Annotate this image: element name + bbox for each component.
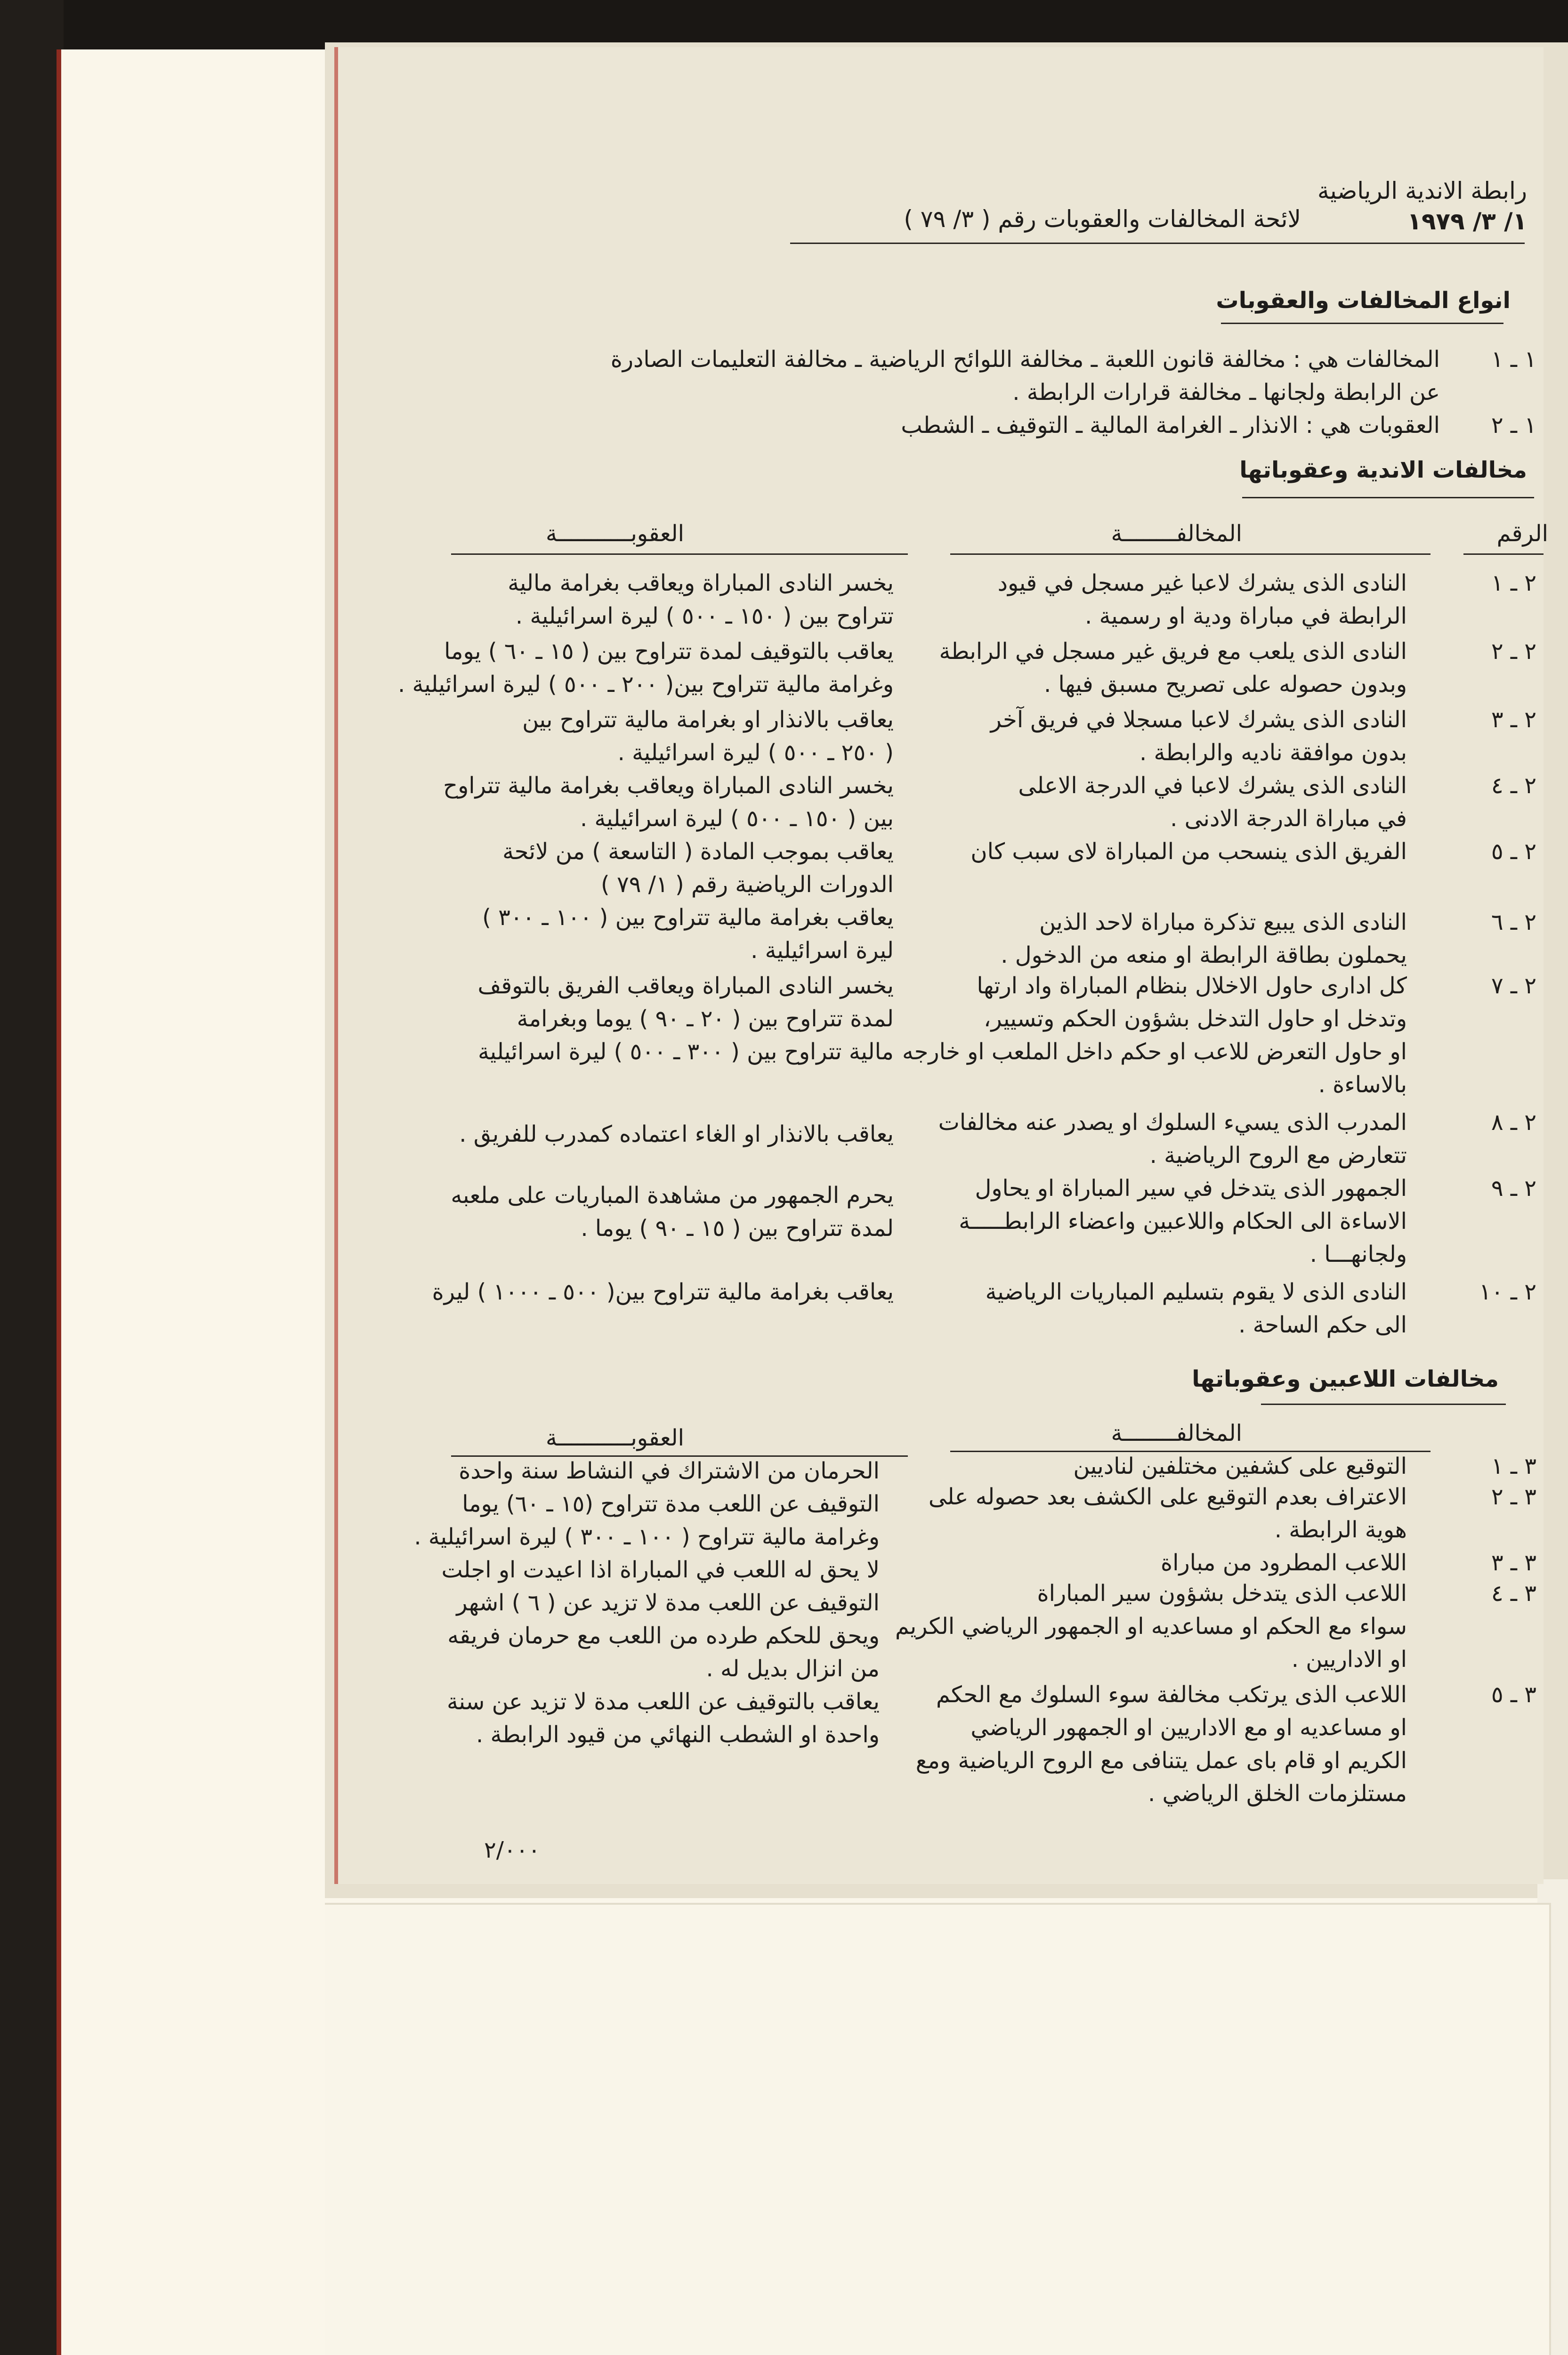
violation-line: النادى الذى يلعب مع فريق غير مسجل في الرابطة bbox=[939, 638, 1407, 665]
violation-line: التوقيع على كشفين مختلفين لناديين bbox=[1073, 1453, 1407, 1479]
penalty-line: يخسر النادى المباراة ويعاقب الفريق بالتوقف bbox=[477, 973, 894, 999]
violation-line: في مباراة الدرجة الادنى . bbox=[1170, 805, 1407, 832]
section2-title: مخالفات الاندية وعقوباتها bbox=[1239, 457, 1527, 483]
penalty-line: يعاقب بموجب المادة ( التاسعة ) من لائحة bbox=[502, 838, 894, 865]
col-header-violation-rule bbox=[950, 1451, 1431, 1452]
penalty-line: يعاقب بالانذار او بغرامة مالية تتراوح بين bbox=[522, 706, 894, 733]
table-row-number: ٢ ـ ٩ bbox=[1491, 1175, 1536, 1202]
violation-line: الجمهور الذى يتدخل في سير المباراة او يحاول bbox=[975, 1175, 1407, 1202]
table-row-number: ٢ ـ ٧ bbox=[1491, 973, 1536, 999]
section1-item-number: ١ ـ ٢ bbox=[1491, 412, 1536, 439]
violation-line: اللاعب المطرود من مباراة bbox=[1160, 1550, 1407, 1576]
violation-line: ولجانهـــا . bbox=[1309, 1241, 1407, 1267]
violation-line: تتعارض مع الروح الرياضية . bbox=[1149, 1142, 1407, 1169]
table-row-number: ٢ ـ ١٠ bbox=[1479, 1279, 1536, 1305]
penalty-line: يخسر النادى المباراة ويعاقب بغرامة مالية bbox=[508, 570, 894, 596]
header-rule bbox=[790, 243, 1525, 244]
table-row-number: ٢ ـ ٨ bbox=[1491, 1109, 1536, 1136]
penalty-line: يعاقب بالانذار او الغاء اعتماده كمدرب للفريق . bbox=[459, 1121, 894, 1147]
table-row-number: ٢ ـ ٤ bbox=[1491, 772, 1536, 799]
violation-line: وتدخل او حاول التدخل بشؤون الحكم وتسيير، bbox=[984, 1006, 1407, 1032]
penalty-line: ويحق للحكم طرده من اللعب مع حرمان فريقه bbox=[447, 1623, 880, 1649]
violation-line: يحملون بطاقة الرابطة او منعه من الدخول . bbox=[1001, 942, 1407, 968]
blank-lower-sheet bbox=[325, 1903, 1551, 2355]
violation-line: بالاساءة . bbox=[1318, 1072, 1407, 1098]
penalty-line: يعاقب بغرامة مالية تتراوح بين( ٥٠٠ ـ ١٠٠٠ ) ليرة bbox=[432, 1279, 894, 1305]
violation-line: الفريق الذى ينسحب من المباراة لاى سبب كان bbox=[970, 838, 1407, 865]
violation-line: اللاعب الذى يرتكب مخالفة سوء السلوك مع الحكم bbox=[936, 1681, 1407, 1708]
violation-line: وبدون حصوله على تصريح مسبق فيها . bbox=[1044, 671, 1407, 698]
violation-line: هوية الرابطة . bbox=[1274, 1517, 1407, 1543]
penalty-line: التوقيف عن اللعب مدة تتراوح (١٥ ـ ٦٠) يوما bbox=[462, 1491, 880, 1517]
violation-line: كل ادارى حاول الاخلال بنظام المباراة واد ارتها bbox=[977, 973, 1407, 999]
violation-line: الكريم او قام باى عمل يتنافى مع الروح الرياضية ومع bbox=[915, 1747, 1407, 1774]
table-row-number: ٢ ـ ١ bbox=[1491, 570, 1536, 596]
penalty-line: ( ٢٥٠ ـ ٥٠٠ ) ليرة اسرائيلية . bbox=[617, 739, 894, 766]
col-header-penalty-rule bbox=[451, 553, 908, 555]
penalty-line: ليرة اسرائيلية . bbox=[751, 937, 894, 964]
col-header-violation-rule bbox=[950, 553, 1431, 555]
violation-line: او الاداريين . bbox=[1291, 1646, 1407, 1673]
penalty-line: يحرم الجمهور من مشاهدة المباريات على ملعبه bbox=[451, 1182, 894, 1209]
table-row-number: ٢ ـ ٣ bbox=[1491, 706, 1536, 733]
col-header-violation: المخالفــــــــة bbox=[1111, 520, 1242, 547]
org-name: رابطة الاندية الرياضية bbox=[1317, 177, 1527, 204]
section2-title-underline bbox=[1242, 497, 1534, 498]
penalty-line: لمدة تتراوح بين ( ١٥ ـ ٩٠ ) يوما . bbox=[581, 1215, 894, 1242]
section1-title-underline bbox=[1221, 323, 1503, 324]
document-date: ١/ ٣/ ١٩٧٩ bbox=[1407, 208, 1527, 235]
penalty-line: مالية تتراوح بين ( ٣٠٠ ـ ٥٠٠ ) ليرة اسرائيلية bbox=[478, 1039, 894, 1065]
violation-line: النادى الذى يشرك لاعبا غير مسجل في قيود bbox=[997, 570, 1407, 596]
penalty-line: تتراوح بين ( ١٥٠ ـ ٥٠٠ ) ليرة اسرائيلية . bbox=[515, 603, 894, 629]
table-row-number: ٣ ـ ٥ bbox=[1491, 1681, 1536, 1708]
penalty-line: الدورات الرياضية رقم ( ١/ ٧٩ ) bbox=[600, 871, 894, 898]
violation-line: الى حكم الساحة . bbox=[1238, 1312, 1407, 1338]
violation-line: بدون موافقة ناديه والرابطة . bbox=[1140, 739, 1407, 766]
violation-line: النادى الذى يشرك لاعبا في الدرجة الاعلى bbox=[1018, 772, 1407, 799]
col-header-penalty: العقوبـــــــــــة bbox=[546, 520, 684, 547]
section1-item-line: المخالفات هي : مخالفة قانون اللعبة ـ مخالفة اللوائح الرياضية ـ مخالفة التعليمات الصادرة bbox=[610, 346, 1440, 373]
table-row-number: ٢ ـ ٥ bbox=[1491, 838, 1536, 865]
col-header-number: الرقم bbox=[1496, 520, 1548, 547]
document-sheet bbox=[334, 47, 1548, 1884]
violation-line: الرابطة في مباراة ودية او رسمية . bbox=[1084, 603, 1407, 629]
col-header-violation: المخالفــــــــة bbox=[1111, 1420, 1242, 1446]
section1-item-number: ١ ـ ١ bbox=[1491, 346, 1536, 373]
violation-line: او حاول التعرض للاعب او حكم داخل الملعب او خارجه bbox=[902, 1039, 1407, 1065]
penalty-line: الحرمان من الاشتراك في النشاط سنة واحدة bbox=[459, 1458, 880, 1484]
violation-line: الاساءة الى الحكام واللاعبين واعضاء الرابطـــــة bbox=[959, 1208, 1407, 1234]
book-cover-edge bbox=[0, 0, 64, 2355]
table-row-number: ٣ ـ ٢ bbox=[1491, 1484, 1536, 1510]
violation-line: مستلزمات الخلق الرياضي . bbox=[1148, 1780, 1407, 1807]
penalty-line: بين ( ١٥٠ ـ ٥٠٠ ) ليرة اسرائيلية . bbox=[580, 805, 894, 832]
violation-line: او مساعديه او مع الاداريين او الجمهور الرياضي bbox=[970, 1714, 1407, 1741]
section3-title-underline bbox=[1261, 1404, 1506, 1405]
table-row-number: ٢ ـ ٦ bbox=[1491, 909, 1536, 935]
penalty-line: وغرامة مالية تتراوح ( ١٠٠ ـ ٣٠٠ ) ليرة اسرائيلية . bbox=[414, 1524, 880, 1550]
penalty-line: يعاقب بالتوقيف عن اللعب مدة لا تزيد عن سنة bbox=[446, 1689, 880, 1715]
col-header-number-rule bbox=[1463, 553, 1544, 555]
table-row-number: ٣ ـ ٣ bbox=[1491, 1550, 1536, 1576]
section1-item-line: عن الرابطة ولجانها ـ مخالفة قرارات الرابطة . bbox=[1012, 379, 1440, 406]
page-marker: ٢/٠٠٠ bbox=[484, 1837, 541, 1863]
table-row-number: ٣ ـ ١ bbox=[1491, 1453, 1536, 1479]
penalty-line: يخسر النادى المباراة ويعاقب بغرامة مالية تتراوح bbox=[443, 772, 894, 799]
violation-line: المدرب الذى يسيء السلوك او يصدر عنه مخالفات bbox=[938, 1109, 1407, 1136]
table-row-number: ٢ ـ ٢ bbox=[1491, 638, 1536, 665]
penalty-line: يعاقب بالتوقيف لمدة تتراوح بين ( ١٥ ـ ٦٠ ) يوما bbox=[444, 638, 894, 665]
violation-line: النادى الذى لا يقوم بتسليم المباريات الرياضية bbox=[985, 1279, 1407, 1305]
col-header-penalty-rule bbox=[451, 1455, 908, 1457]
violation-line: النادى الذى يشرك لاعبا مسجلا في فريق آخر bbox=[990, 706, 1407, 733]
penalty-line: لمدة تتراوح بين ( ٢٠ ـ ٩٠ ) يوما وبغرامة bbox=[517, 1006, 894, 1032]
penalty-line: لا يحق له اللعب في المباراة اذا اعيدت او اجلت bbox=[441, 1557, 880, 1583]
section1-title: انواع المخالفات والعقوبات bbox=[1216, 287, 1511, 314]
section1-item-line: العقوبات هي : الانذار ـ الغرامة المالية ـ التوقيف ـ الشطب bbox=[901, 412, 1440, 439]
violation-line: سواء مع الحكم او مساعديه او الجمهور الرياضي الكريم bbox=[895, 1613, 1407, 1640]
violation-line: اللاعب الذى يتدخل بشؤون سير المباراة bbox=[1037, 1580, 1407, 1607]
penalty-line: وغرامة مالية تتراوح بين( ٢٠٠ ـ ٥٠٠ ) ليرة اسرائيلية . bbox=[397, 671, 894, 698]
col-header-penalty: العقوبـــــــــــة bbox=[546, 1425, 684, 1451]
section3-title: مخالفات اللاعبين وعقوباتها bbox=[1192, 1366, 1499, 1392]
table-row-number: ٣ ـ ٤ bbox=[1491, 1580, 1536, 1607]
penalty-line: يعاقب بغرامة مالية تتراوح بين ( ١٠٠ ـ ٣٠٠ ) bbox=[482, 904, 894, 931]
penalty-line: واحدة او الشطب النهائي من قيود الرابطة . bbox=[476, 1722, 880, 1748]
penalty-line: من انزال بديل له . bbox=[706, 1656, 880, 1682]
document-title: لائحة المخالفات والعقوبات رقم ( ٣/ ٧٩ ) bbox=[904, 205, 1301, 233]
penalty-line: التوقيف عن اللعب مدة لا تزيد عن ( ٦ ) اشهر bbox=[456, 1590, 880, 1616]
violation-line: الاعتراف بعدم التوقيع على الكشف بعد حصوله على bbox=[928, 1484, 1407, 1510]
violation-line: النادى الذى يبيع تذكرة مباراة لاحد الذين bbox=[1039, 909, 1407, 935]
